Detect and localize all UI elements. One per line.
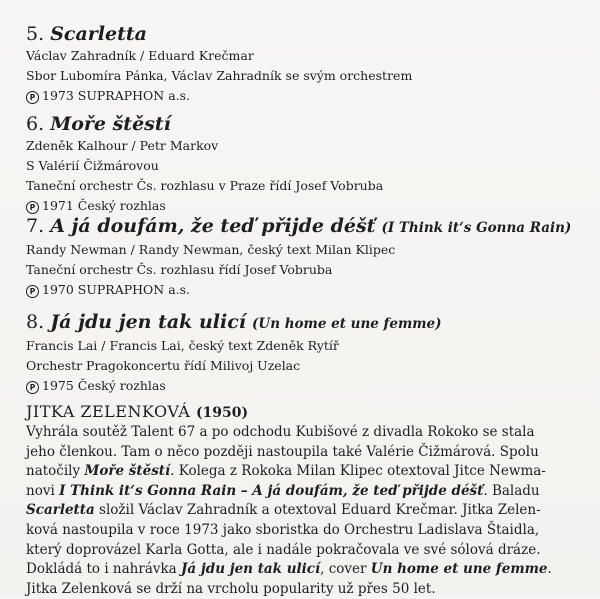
track-number: 6.: [26, 113, 45, 135]
biography-text-run: . Baladu: [483, 482, 540, 499]
track-performers: Sbor Lubomíra Pánka, Václav Zahradník se svým orchestrem: [26, 68, 413, 83]
copyright-text: 1970 SUPRAPHON a.s.: [42, 282, 191, 297]
biography-line: [26, 462, 574, 482]
track-number: 8.: [26, 311, 45, 333]
song-title-reference: Scarletta: [26, 502, 95, 519]
biography-line: [26, 521, 574, 541]
track-performers: Taneční orchestr Čs. rozhlasu řídí Josef Vobruba: [26, 262, 333, 277]
track-performers: Taneční orchestr Čs. rozhlasu v Praze řídí Josef Vobruba: [26, 178, 384, 193]
artist-heading: [26, 402, 574, 423]
biography-text-run: který doprovázel Karla Gotta, ale i nadále pokračovala ve své sólová dráze.: [26, 541, 541, 558]
biography-text-run: , cover: [320, 561, 371, 578]
biography-line: [26, 482, 574, 502]
artist-biography: [26, 402, 574, 599]
song-title-reference: Un home et une femme: [370, 561, 548, 578]
track-credits: Zdeněk Kalhour / Petr Markov: [26, 138, 219, 153]
biography-text-run: novi: [26, 482, 60, 499]
track-copyright: [26, 196, 383, 216]
song-title-reference: Moře štěstí: [84, 463, 171, 480]
biography-line: [26, 580, 574, 599]
phonogram-icon: P: [26, 201, 39, 214]
biography-line: [26, 560, 574, 580]
track-number: 5.: [26, 23, 45, 45]
biography-text-run: natočily: [26, 463, 85, 480]
track-title: [26, 310, 442, 336]
phonogram-icon: P: [26, 285, 39, 298]
artist-name: JITKA ZELENKOVÁ: [26, 402, 191, 421]
track-credits: Václav Zahradník / Eduard Krečmar: [26, 48, 254, 63]
biography-text-run: jeho členkou. Tam o něco později nastoupila také Valérie Čižmárová. Spolu: [26, 443, 539, 460]
biography-line: [26, 423, 574, 443]
biography-text: [26, 423, 574, 599]
track-copyright: [26, 376, 442, 396]
track-copyright: [26, 280, 571, 300]
biography-text-run: Jitka Zelenková se drží na vrcholu popularity už přes 50 let.: [26, 580, 436, 597]
copyright-text: 1975 Český rozhlas: [42, 378, 166, 393]
track-title: [26, 214, 571, 240]
track-number: 7.: [26, 215, 45, 237]
copyright-text: 1973 SUPRAPHON a.s.: [42, 88, 191, 103]
artist-birth-year: (1950): [195, 405, 249, 421]
track-name: Já jdu jen tak ulicí: [50, 311, 246, 333]
track-credits: Francis Lai / Francis Lai, český text Zdeněk Rytíř: [26, 338, 339, 353]
track-performers: S Valérií Čižmárovou: [26, 158, 159, 173]
track-name: A já doufám, že teď přijde déšť: [50, 215, 376, 237]
phonogram-icon: P: [26, 91, 39, 104]
biography-text-run: Vyhrála soutěž Talent 67 a po odchodu Kubišové z divadla Rokoko se stala: [26, 424, 535, 440]
biography-line: [26, 443, 574, 463]
copyright-text: 1971 Český rozhlas: [42, 198, 166, 213]
biography-text-run: složil Václav Zahradník a otextoval Eduard Krečmar. Jitka Zelen-: [94, 502, 541, 519]
biography-text-run: .: [547, 561, 552, 578]
track-8: [26, 310, 442, 396]
track-credits: Randy Newman / Randy Newman, český text Milan Klipec: [26, 242, 396, 257]
song-title-reference: Já jdu jen tak ulicí: [181, 561, 321, 578]
song-title-reference: I Think it‘s Gonna Rain – A já doufám, že teď přijde déšť: [59, 482, 484, 499]
track-name: Moře štěstí: [50, 113, 171, 135]
biography-text-run: . Kolega z Rokoka Milan Klipec otextoval Jitce Newma-: [170, 463, 546, 480]
track-title: [26, 112, 383, 136]
track-performers: Orchestr Pragokoncertu řídí Milivoj Uzelac: [26, 358, 301, 373]
track-7: [26, 214, 571, 300]
biography-text-run: Dokládá to i nahrávka: [26, 561, 182, 578]
track-copyright: [26, 86, 412, 106]
track-6: [26, 112, 383, 216]
track-5: [26, 22, 412, 106]
biography-text-run: ková nastoupila v roce 1973 jako sboristka do Orchestru Ladislava Štaidla,: [26, 521, 540, 538]
biography-line: [26, 501, 574, 521]
track-title: [26, 22, 412, 46]
biography-line: [26, 541, 574, 561]
phonogram-icon: P: [26, 381, 39, 394]
track-original-title: (Un home et une femme): [252, 316, 442, 332]
track-name: Scarletta: [50, 23, 147, 45]
track-original-title: (I Think it‘s Gonna Rain): [381, 220, 572, 236]
